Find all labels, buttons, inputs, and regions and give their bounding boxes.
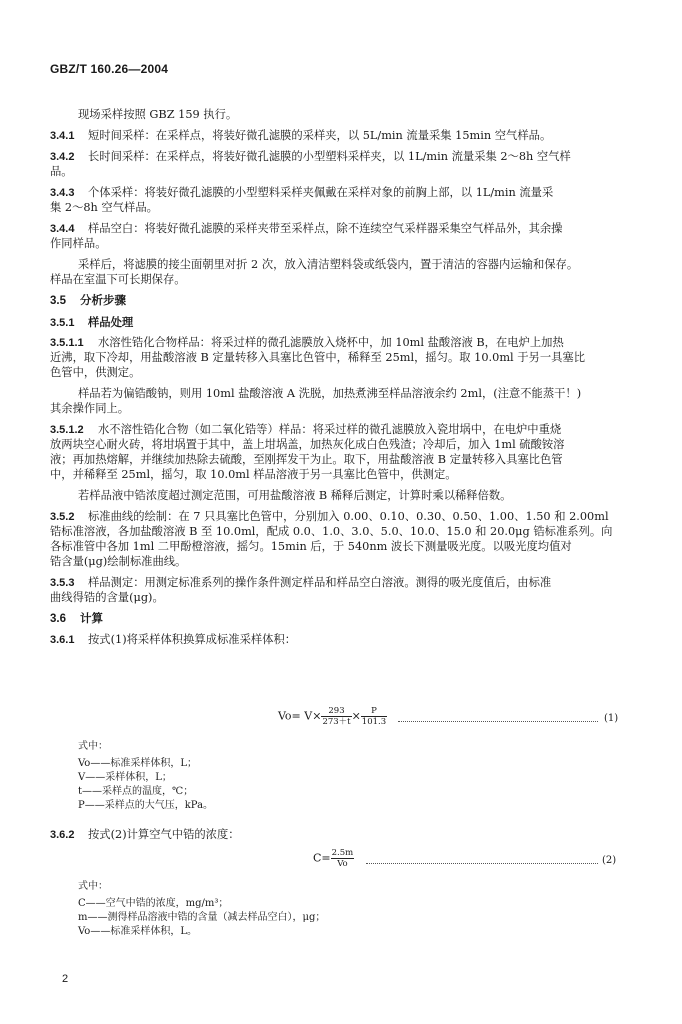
section-number: 3.6 (50, 613, 66, 625)
clause-3-5-1-1 (50, 336, 564, 350)
clause-3-4-3-cont: 集 2～8h 空气样品。 (50, 201, 158, 214)
clause-3-5-3 (50, 576, 551, 590)
intro-line: 现场采样按照 GBZ 159 执行。 (78, 108, 238, 121)
clause-number: 3.6.2 (50, 829, 75, 841)
clause-3-5-2-line4: 锆含量(μg)绘制标准曲线。 (50, 555, 187, 568)
clause-number: 3.4.3 (50, 187, 75, 199)
leader-dots (366, 863, 598, 864)
clause-text: 个体采样：将装好微孔滤膜的小型塑料采样夹佩戴在采样对象的前胸上部，以 1L/min 流量采 (88, 186, 554, 199)
section-number: 3.5 (50, 295, 66, 307)
clause-number: 3.4.4 (50, 223, 75, 235)
clause-number: 3.5.1.1 (50, 337, 84, 349)
definitions-1 (78, 757, 213, 813)
clause-3-5-1-2-line2: 放两块空心耐火砖，将坩埚置于其中，盖上坩埚盖，加热灰化成白色残渣；冷却后，加入 1ml 硫酸铵溶 (50, 438, 565, 451)
clause-number: 3.4.1 (50, 130, 75, 142)
clause-text: 短时间采样：在采样点，将装好微孔滤膜的采样夹，以 5L/min 流量采集 15min 空气样品。 (88, 129, 552, 142)
clause-3-4-4-cont: 作同样品。 (50, 237, 107, 250)
clause-text: 水溶性锆化合物样品：将采过样的微孔滤膜放入烧杯中，加 10ml 盐酸溶液 B，在电炉上加热 (98, 336, 564, 349)
formula-2 (313, 848, 354, 869)
clause-number: 3.6.1 (50, 634, 75, 646)
clause-3-4-3 (50, 186, 553, 200)
standard-code-header: GBZ/T 160.26—2004 (50, 62, 169, 76)
leader-dots (398, 721, 598, 722)
definition-item: V——采样体积，L； (78, 772, 172, 783)
clause-3-5-1-2-line3: 液；再加热熔解，并继续加热除去硫酸，至刚挥发干为止。取下，用盐酸溶液 B 定量转移入具塞比色管 (50, 453, 563, 466)
section-3-5-heading (50, 294, 126, 308)
formula-lhs: C= (313, 851, 331, 865)
clause-text: 标准曲线的绘制：在 7 只具塞比色管中，分别加入 0.00、0.10、0.30、0.50、1.00、1.50 和 2.00ml (88, 510, 609, 523)
clause-3-5-2-line3: 各标准管中各加 1ml 二甲酚橙溶液，摇匀。15min 后，于 540nm 波长下测量吸光度。以吸光度均值对 (50, 540, 572, 553)
clause-3-4-2 (50, 150, 571, 164)
formula-1 (278, 706, 387, 727)
definition-item: P——采样点的大气压，kPa。 (78, 800, 214, 811)
section-3-5-1-heading (50, 315, 133, 329)
temperature-fraction: $\frac{293}{273+t}$ (322, 706, 351, 727)
concentration-fraction: $\frac{2.5m}{Vo}$ (331, 848, 354, 869)
after-sampling-para: 采样后，将滤膜的接尘面朝里对折 2 次，放入清洁塑料袋或纸袋内，置于清洁的容器内运输和保存。 (78, 258, 579, 271)
equation-number: (2) (602, 855, 617, 866)
clause-3-5-1-2 (50, 423, 561, 437)
clause-3-5-2-line2: 锆标准溶液，各加盐酸溶液 B 至 10.0ml，配成 0.0、1.0、3.0、5.0、10.0、15.0 和 20.0μg 锆标准系列。向 (50, 525, 613, 538)
equation-number: (1) (604, 713, 619, 724)
definition-item: t——采样点的温度，℃； (78, 786, 194, 797)
clause-3-6-1 (50, 633, 296, 647)
section-number: 3.5.1 (50, 317, 75, 329)
clause-3-4-4 (50, 222, 562, 236)
acetate-note-cont: 其余操作同上。 (50, 402, 130, 415)
clause-text: 样品测定：用测定标准系列的操作条件测定样品和样品空白溶液。测得的吸光度值后，由标准 (88, 576, 552, 589)
clause-3-5-1-1-line2: 近沸，取下冷却，用盐酸溶液 B 定量转移入具塞比色管中，稀释至 25ml，摇匀。取 10.0ml 于另一具塞比 (50, 351, 586, 364)
page-number: 2 (62, 973, 69, 985)
section-title: 计算 (80, 613, 103, 625)
clause-number: 3.4.2 (50, 151, 75, 163)
pressure-fraction: $\frac{P}{101.3}$ (361, 706, 387, 727)
definition-item: Vo——标准采样体积，L； (78, 758, 197, 769)
clause-text: 按式(2)计算空气中锆的浓度： (88, 828, 240, 841)
section-3-6-heading (50, 612, 103, 626)
clause-number: 3.5.1.2 (50, 424, 84, 436)
clause-text: 长时间采样：在采样点，将装好微孔滤膜的小型塑料采样夹，以 1L/min 流量采集 2～8h 空气样 (88, 150, 571, 163)
definition-item: Vo——标准采样体积，L。 (78, 926, 197, 937)
times-sign: × (351, 709, 361, 723)
clause-text: 样品空白：将装好微孔滤膜的采样夹带至采样点，除不连续空气采样器采集空气样品外，其余操 (88, 222, 563, 235)
clause-3-4-2-cont: 品。 (50, 165, 73, 178)
after-sampling-cont: 样品在室温下可长期保存。 (50, 273, 186, 286)
clause-3-5-2 (50, 510, 609, 524)
clause-3-5-3-line2: 曲线得锆的含量(μg)。 (50, 591, 164, 604)
clause-3-4-1 (50, 129, 551, 143)
clause-3-5-1-2-line4: 中，并稀释至 25ml，摇匀，取 10.0ml 样品溶液于另一具塞比色管中，供测定。 (50, 468, 457, 481)
clause-number: 3.5.3 (50, 577, 75, 589)
where-label: 式中： (78, 881, 108, 892)
definition-item: m——测得样品溶液中锆的含量（减去样品空白），μg； (78, 912, 326, 923)
dilution-note: 若样品液中锆浓度超过测定范围，可用盐酸溶液 B 稀释后测定，计算时乘以稀释倍数。 (78, 489, 512, 502)
definitions-2 (78, 897, 325, 939)
clause-text: 水不溶性锆化合物（如二氧化锆等）样品：将采过样的微孔滤膜放入瓷坩埚中，在电炉中重烧 (98, 423, 562, 436)
formula-lhs: Vo= V× (278, 709, 322, 723)
clause-number: 3.5.2 (50, 511, 75, 523)
clause-3-5-1-1-line3: 色管中，供测定。 (50, 366, 141, 379)
definition-item: C——空气中锆的浓度，mg/m³； (78, 898, 229, 909)
clause-3-6-2 (50, 828, 240, 842)
acetate-note: 样品若为偏锆酸钠，则用 10ml 盐酸溶液 A 洗脱，加热煮沸至样品溶液余约 2ml，(注意不能蒸干！) (78, 387, 582, 400)
where-label: 式中： (78, 741, 108, 752)
section-title: 分析步骤 (80, 295, 126, 307)
section-title: 样品处理 (88, 315, 134, 329)
clause-text: 按式(1)将采样体积换算成标准采样体积： (88, 633, 297, 646)
